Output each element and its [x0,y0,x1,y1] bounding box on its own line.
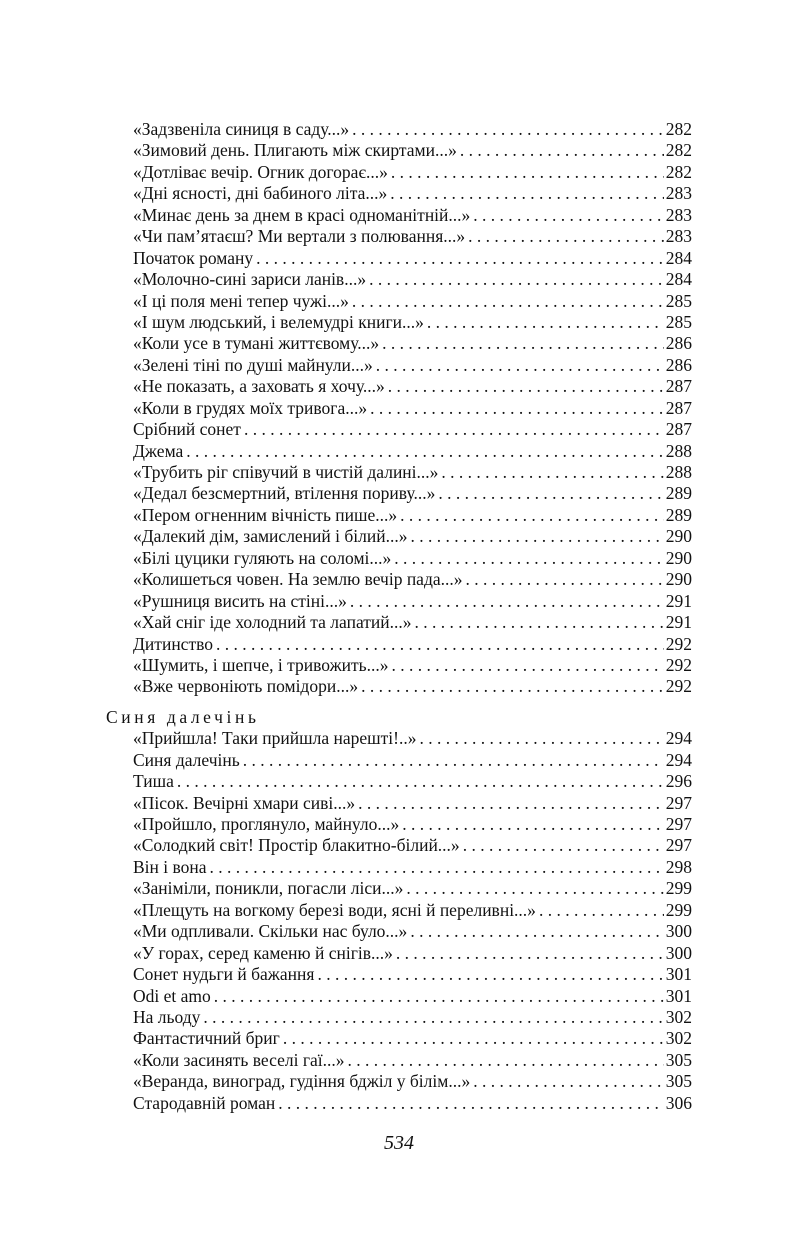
toc-leader-dots [214,986,664,1007]
toc-leader-dots [244,419,664,440]
toc-entry-page: 301 [665,985,692,1006]
toc-entry-title: «Чи пам’ятаєш? Ми вертали з полювання...» [133,226,466,247]
toc-leader-dots [216,634,664,655]
toc-entry-title: Стародавній роман [133,1092,276,1113]
toc-entry-page: 305 [665,1049,692,1070]
toc-entry-title: Він і вона [133,856,207,877]
toc-leader-dots [388,376,664,397]
toc-entry-title: «Далекий дім, замислений і білий...» [133,526,408,547]
toc-entry [106,441,692,462]
toc-entry [106,900,692,921]
toc-entry-title: «Дні ясності, дні бабиного літа...» [133,183,388,204]
toc-leader-dots [441,462,663,483]
toc-entry-title: «Колишеться човен. На землю вечір пада...» [133,569,463,590]
toc-leader-dots [438,483,663,504]
toc-entry-page: 302 [665,1028,692,1049]
toc-entry [106,1050,692,1071]
toc-entry [106,771,692,792]
toc-entry [106,1093,692,1114]
toc-entry-page: 292 [665,633,692,654]
toc-entry [106,376,692,397]
toc-entry-page: 290 [665,569,692,590]
toc-entry-page: 282 [665,119,692,139]
toc-leader-dots [186,441,663,462]
toc-entry-title: Синя далечінь [133,749,240,770]
toc-entry-page: 300 [665,921,692,942]
toc-entry-title: «Зимовий день. Плигають між скиртами...» [133,140,457,161]
toc-leader-dots [352,291,664,312]
toc-entry-title: Фантастичний бриг [133,1028,280,1049]
toc-entry-title: «Зелені тіні по душі майнули...» [133,354,373,375]
toc-leader-dots [256,248,664,269]
toc-entry-title: «Білі цуцики гуляють на соломі...» [133,547,392,568]
toc-entry-page: 297 [665,792,692,813]
toc-entry-page: 297 [665,814,692,834]
toc-entry [106,312,692,333]
toc-leader-dots [390,183,664,204]
toc-entry [106,269,692,290]
toc-entry-title: «У горах, серед каменю й снігів...» [133,942,393,963]
toc-entry-title: «Шумить, і шепче, і тривожить...» [133,654,389,675]
toc-entry-title: «Вже червоніють помідори...» [133,676,359,697]
toc-entry-title: «Не показать, а заховать я хочу...» [133,376,385,397]
toc-entry-title: «Заніміли, поникли, погасли ліси...» [133,878,404,899]
toc-entry-title: «Задзвеніла синиця в саду...» [133,119,350,139]
toc-entry-page: 306 [665,1092,692,1113]
toc-leader-dots [473,1071,664,1092]
toc-entry [106,226,692,247]
toc-entry [106,612,692,633]
toc-group-before [106,119,692,698]
toc-entry [106,591,692,612]
toc-entry-page: 284 [665,247,692,268]
toc-entry-title: «І ці поля мені тепер чужі...» [133,290,349,311]
toc-entry-title: «Молочно-сині зариси ланів...» [133,269,367,290]
toc-entry-page: 299 [665,899,692,920]
toc-leader-dots [415,612,664,633]
toc-entry-page: 290 [665,547,692,568]
toc-entry-page: 297 [665,835,692,856]
toc-entry [106,483,692,504]
toc-entry [106,205,692,226]
toc-entry-title: «Веранда, виноград, гудіння бджіл у білім...» [133,1071,471,1092]
toc-entry [106,814,692,835]
toc-entry [106,943,692,964]
toc-leader-dots [382,333,664,354]
toc-entry [106,1071,692,1092]
toc-entry-page: 291 [665,590,692,611]
toc-entry [106,183,692,204]
toc-leader-dots [468,226,664,247]
toc-entry [106,750,692,771]
toc-leader-dots [400,505,664,526]
toc-entry-page: 291 [665,612,692,633]
toc-entry-title: На льоду [133,1006,201,1027]
toc-entry-title: «Коли в грудях моїх тривога...» [133,397,368,418]
toc-leader-dots [391,162,664,183]
toc-entry-title: «Трубить ріг співучий в чистій далині...» [133,462,439,482]
toc-entry-page: 294 [665,728,692,749]
toc-entry [106,1028,692,1049]
toc-entry-title: Срібний сонет [133,419,241,440]
toc-entry-title: «Дотліває вечір. Огник догорає...» [133,161,388,182]
toc-entry-page: 286 [665,354,692,375]
toc-entry-page: 292 [665,676,692,697]
toc-leader-dots [243,750,664,771]
toc-entry [106,986,692,1007]
toc-entry-page: 285 [665,290,692,311]
toc-leader-dots [317,964,663,985]
toc-group-after [106,728,692,1114]
toc-leader-dots [210,857,664,878]
toc-entry [106,835,692,856]
toc-entry-page: 301 [665,964,692,985]
toc-entry [106,655,692,676]
toc-entry-page: 289 [665,504,692,525]
toc-leader-dots [396,943,664,964]
toc-entry [106,857,692,878]
toc-entry-title: Тиша [133,771,174,792]
toc-entry-title: «Солодкий світ! Простір блакитно-білий...» [133,835,460,856]
toc-entry-page: 287 [665,397,692,418]
toc-entry-title: Сонет нудьги й бажання [133,964,315,985]
toc-leader-dots [358,793,664,814]
toc-entry [106,728,692,749]
toc-leader-dots [352,119,664,140]
toc-entry-title: «Коли засинять веселі гаї...» [133,1049,345,1070]
toc-entry-page: 292 [665,654,692,675]
toc-entry [106,1007,692,1028]
toc-entry [106,355,692,376]
toc-entry [106,878,692,899]
toc-entry-page: 283 [665,226,692,247]
toc-leader-dots [369,269,664,290]
toc-leader-dots [460,140,664,161]
toc-entry-title: Початок роману [133,247,254,268]
toc-entry-title: Джема [133,440,184,461]
toc-entry-title: «Ми одпливали. Скільки нас було...» [133,921,408,942]
toc-leader-dots [419,728,663,749]
toc-entry [106,162,692,183]
toc-leader-dots [278,1093,664,1114]
toc-entry [106,140,692,161]
toc-leader-dots [392,655,664,676]
toc-entry-title: «Прийшла! Таки прийшла нарешті!..» [133,728,417,749]
toc-entry-page: 284 [665,269,692,290]
toc-entry-title: «Минає день за днем в красі одноманітній...» [133,204,471,225]
toc-entry [106,964,692,985]
toc-entry-page: 299 [665,878,692,899]
toc-entry [106,526,692,547]
toc-leader-dots [410,921,663,942]
toc-entry-title: «Пройшло, проглянуло, майнуло...» [133,814,400,834]
toc-entry-title: «Хай сніг іде холодний та лапатий...» [133,612,412,633]
toc-entry-page: 296 [665,771,692,792]
toc-leader-dots [539,900,664,921]
toc-leader-dots [348,1050,664,1071]
toc-entry [106,291,692,312]
toc-entry-title: «Рушниця висить на стіні...» [133,590,347,611]
toc-entry-page: 288 [665,462,692,482]
toc-leader-dots [177,771,664,792]
toc-entry-page: 298 [665,856,692,877]
toc-entry [106,248,692,269]
toc-leader-dots [406,878,663,899]
toc-leader-dots [463,835,664,856]
toc-entry [106,569,692,590]
toc-entry [106,462,692,483]
section-title: Синя далечінь [106,706,260,727]
toc-leader-dots [361,676,664,697]
table-of-contents [106,119,692,1114]
toc-entry-page: 288 [665,440,692,461]
toc-entry-title: «Коли усе в тумані життєвому...» [133,333,380,354]
toc-leader-dots [427,312,664,333]
toc-entry-page: 286 [665,333,692,354]
toc-entry-title: Odi et amo [133,985,211,1006]
toc-leader-dots [473,205,663,226]
toc-entry-page: 283 [665,183,692,204]
toc-entry-page: 289 [665,483,692,504]
toc-leader-dots [203,1007,663,1028]
toc-entry [106,921,692,942]
toc-entry-page: 287 [665,419,692,440]
toc-entry [106,119,692,140]
toc-entry-page: 300 [665,942,692,963]
toc-leader-dots [394,548,663,569]
toc-entry-page: 285 [665,311,692,332]
toc-leader-dots [350,591,664,612]
toc-leader-dots [370,398,664,419]
toc-entry-page: 305 [665,1071,692,1092]
toc-entry [106,793,692,814]
toc-leader-dots [466,569,664,590]
toc-entry [106,398,692,419]
toc-entry-title: «І шум людський, і велемудрі книги...» [133,311,424,332]
toc-entry-title: «Пером огненним вічність пише...» [133,504,398,525]
toc-entry [106,634,692,655]
toc-leader-dots [283,1028,664,1049]
toc-entry-page: 294 [665,749,692,770]
toc-entry-page: 290 [665,526,692,547]
toc-entry-page: 283 [665,204,692,225]
toc-entry [106,333,692,354]
toc-leader-dots [411,526,664,547]
toc-entry-page: 282 [665,140,692,161]
toc-entry [106,676,692,697]
toc-entry [106,548,692,569]
toc-entry-title: Дитинство [133,633,213,654]
toc-entry-page: 282 [665,161,692,182]
toc-entry-page: 302 [665,1006,692,1027]
toc-entry [106,505,692,526]
toc-entry [106,419,692,440]
toc-entry-page: 287 [665,376,692,397]
page-number: 534 [384,1132,414,1154]
toc-leader-dots [402,814,663,835]
toc-entry-title: «Пісок. Вечірні хмари сиві...» [133,792,356,813]
toc-entry-title: «Плещуть на вогкому березі води, ясні й переливні...» [133,899,536,920]
toc-leader-dots [376,355,664,376]
toc-entry-title: «Дедал безсмертний, втілення пориву...» [133,483,436,504]
